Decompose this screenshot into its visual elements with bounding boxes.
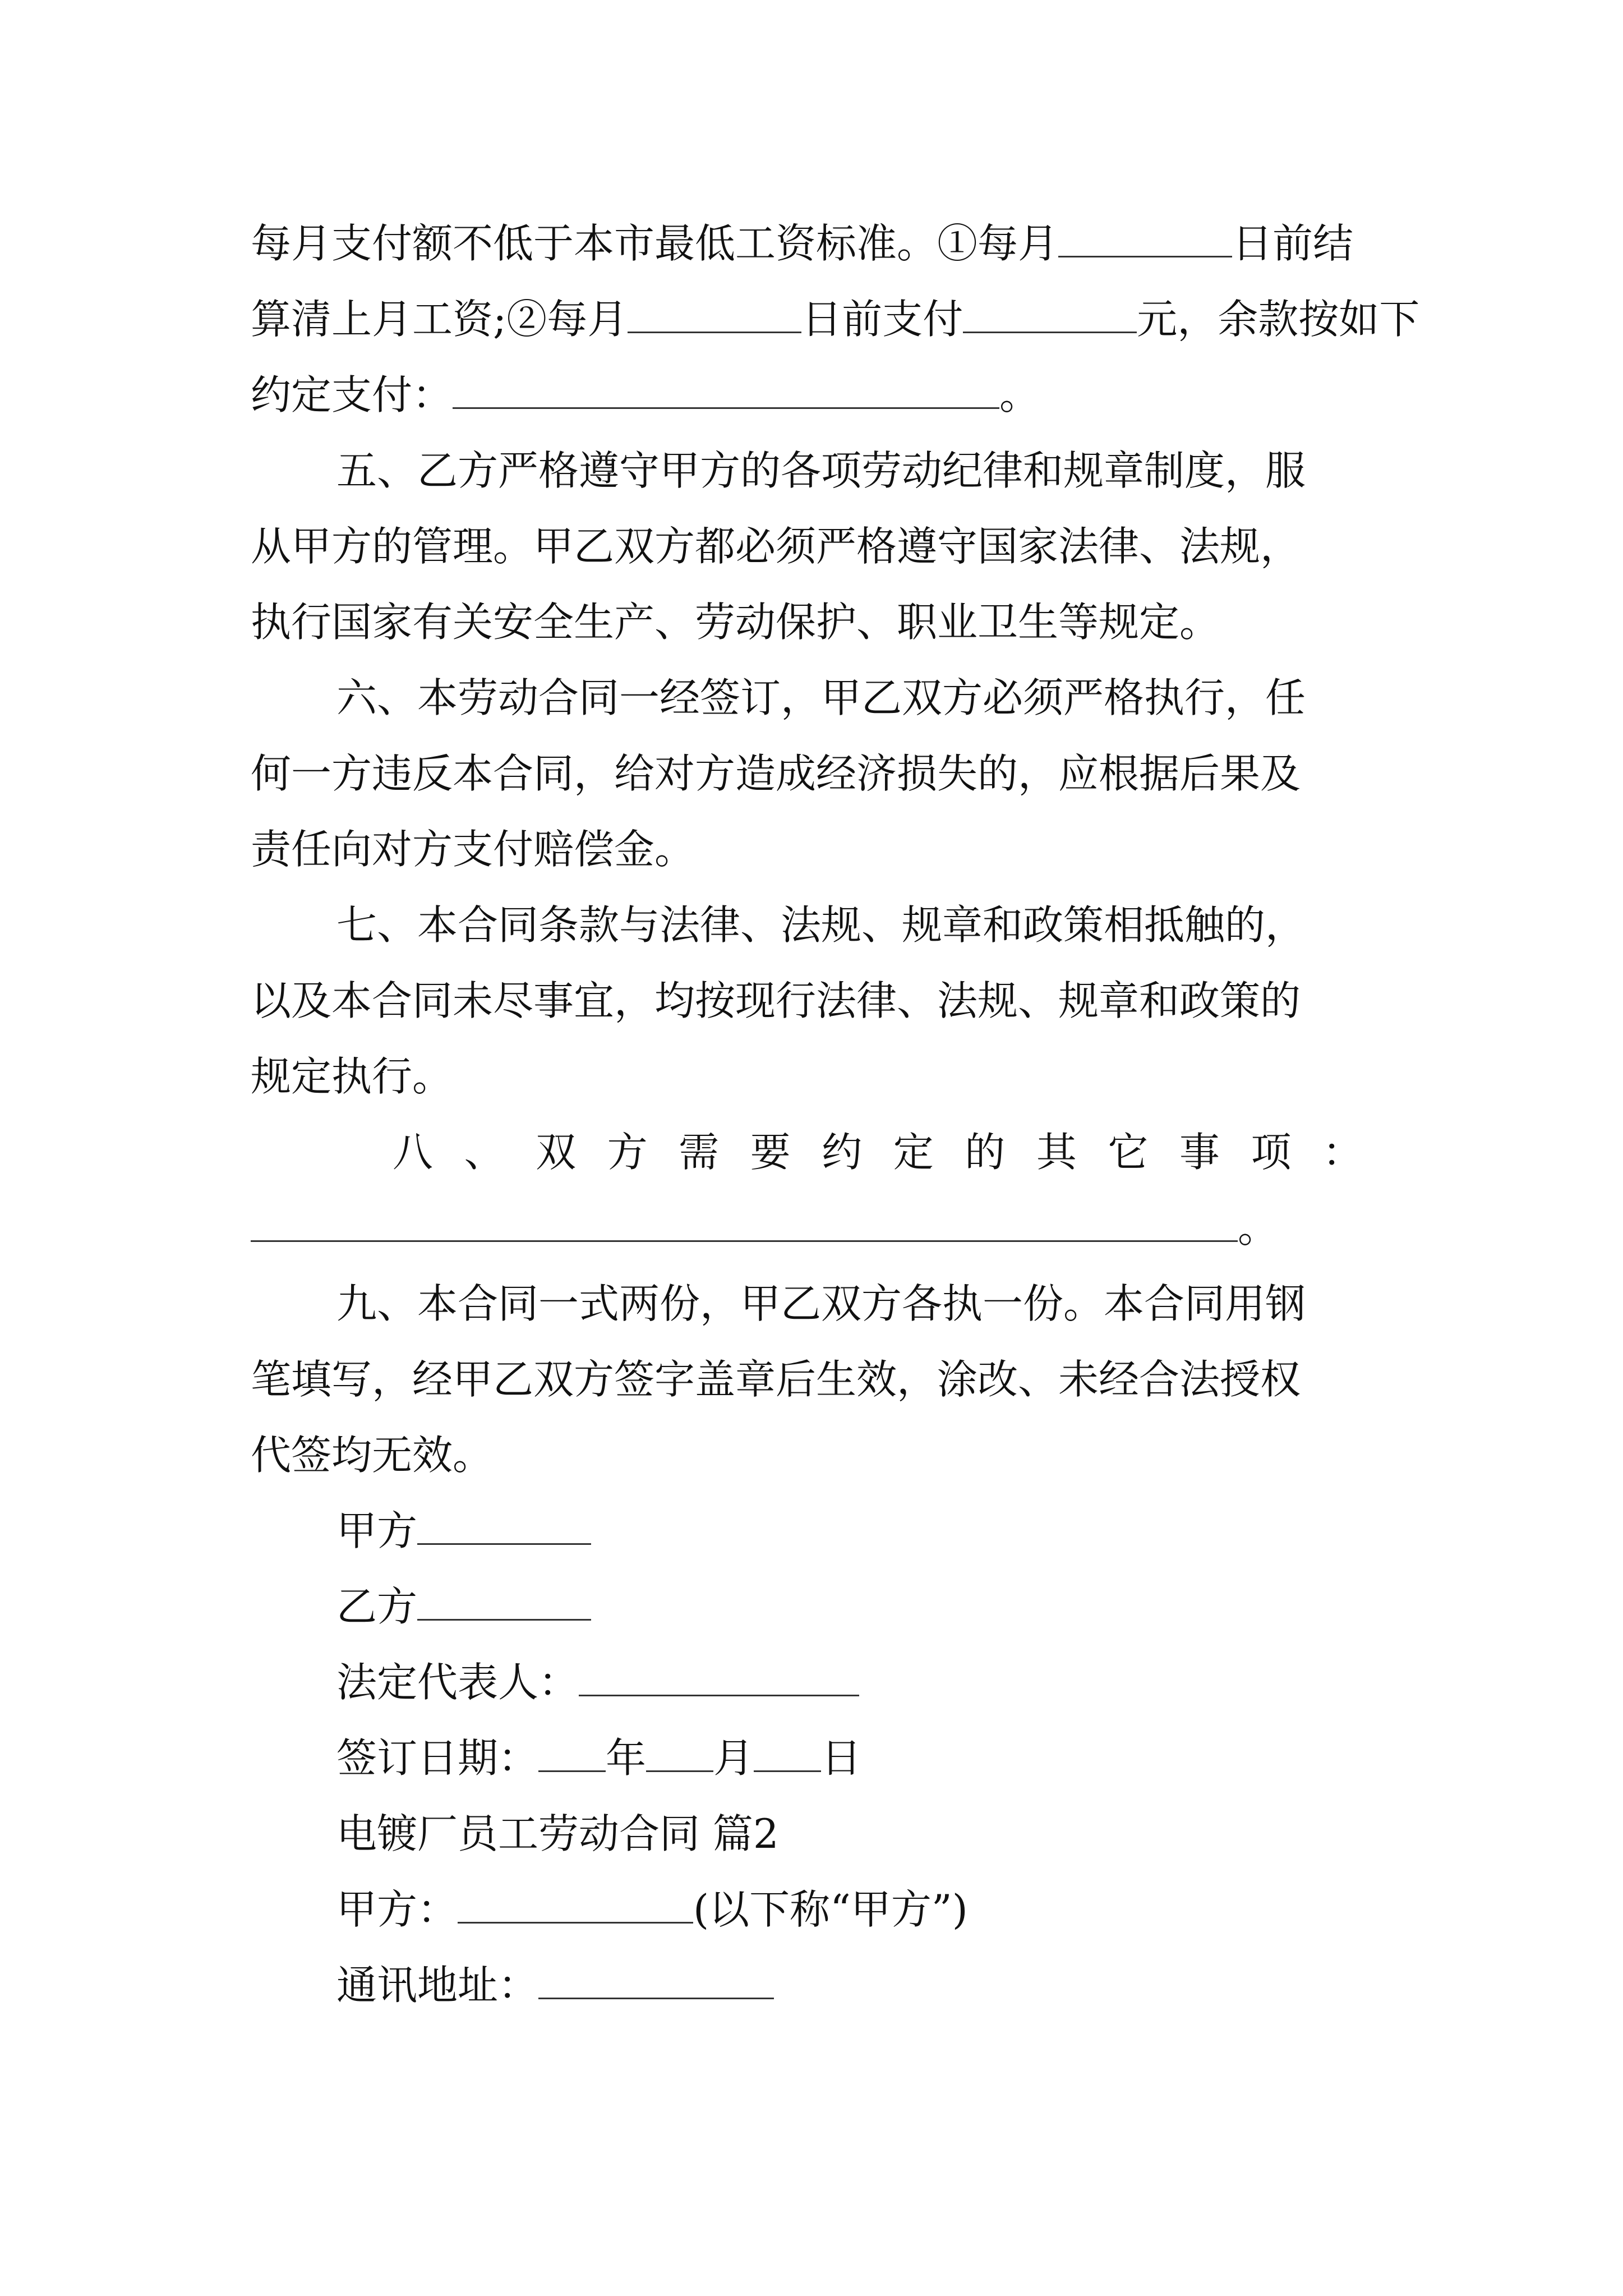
- clause-7-line-3: 规定执行。: [251, 1053, 453, 1100]
- wage-line-3: [251, 368, 1389, 422]
- clause-7-line-1: 七、本合同条款与法律、法规、规章和政策相抵触的，: [336, 901, 1306, 949]
- wage-line-2: [251, 292, 1420, 346]
- label: 签订日期：: [336, 1734, 539, 1782]
- blank-field: [579, 1662, 859, 1696]
- text: 元，余款按如下: [1137, 296, 1420, 343]
- clause-9-line-1: 九、本合同一式两份，甲乙双方各执一份。本合同用钢: [336, 1280, 1306, 1327]
- text: 算清上月工资;②每月: [251, 296, 628, 343]
- label: 乙方: [336, 1583, 418, 1630]
- label: 甲方: [336, 1507, 418, 1554]
- clause-5-line-1: 五、乙方严格遵守甲方的各项劳动纪律和规章制度，服: [336, 447, 1306, 494]
- label: 甲方：: [336, 1886, 458, 1933]
- section-title: 电镀厂员工劳动合同 篇2: [336, 1810, 779, 1857]
- blank-field: [453, 375, 999, 409]
- text: 日: [821, 1734, 862, 1782]
- clause-5-line-3: 执行国家有关安全生产、劳动保护、职业卫生等规定。: [251, 599, 1220, 646]
- text: (以下称“甲方”): [693, 1886, 968, 1933]
- blank-field: [417, 1511, 591, 1545]
- blank-field: [963, 299, 1137, 333]
- text: 。: [999, 371, 1040, 418]
- blank-field: [458, 1889, 693, 1924]
- text: 。: [1238, 1204, 1279, 1251]
- clause-9-line-3: 代签均无效。: [251, 1432, 494, 1479]
- blank-field: [628, 299, 801, 333]
- address-field: [336, 1958, 1475, 2012]
- blank-field: [538, 1738, 606, 1772]
- clause-8-line-2: [251, 1201, 1389, 1255]
- blank-field: [538, 1965, 774, 1999]
- clause-6-line-1: 六、本劳动合同一经签订，甲乙双方必须严格执行，任: [336, 674, 1306, 721]
- clause-7-line-2: 以及本合同未尽事宜，均按现行法律、法规、规章和政策的: [251, 977, 1301, 1024]
- text: 日前结: [1232, 220, 1354, 267]
- clause-6-line-3: 责任向对方支付赔偿金。: [251, 826, 695, 873]
- clause-8-line-1: 八、双方需要约定的其它事项：: [393, 1129, 1363, 1176]
- wage-line-1: [251, 217, 1389, 270]
- clause-5-line-2: 从甲方的管理。甲乙双方都必须严格遵守国家法律、法规，: [251, 523, 1301, 570]
- signing-date: [336, 1731, 1475, 1785]
- text: 约定支付：: [251, 371, 453, 418]
- text: 年: [606, 1734, 647, 1782]
- label: 通讯地址：: [336, 1962, 539, 2009]
- clause-6-line-2: 何一方违反本合同，给对方造成经济损失的，应根据后果及: [251, 750, 1301, 797]
- party-b-signature: [336, 1580, 1475, 1634]
- blank-field: [251, 1208, 1238, 1242]
- blank-field: [1058, 223, 1232, 257]
- text: 日前支付: [801, 296, 963, 343]
- label: 法定代表人：: [336, 1659, 579, 1706]
- text: 每月支付额不低于本市最低工资标准。①每月: [251, 220, 1059, 267]
- blank-field: [754, 1738, 821, 1772]
- party-a-signature: [336, 1504, 1475, 1558]
- party-a-field: [336, 1883, 1475, 1936]
- blank-field: [646, 1738, 713, 1772]
- text: 月: [713, 1734, 754, 1782]
- blank-field: [417, 1586, 591, 1621]
- clause-9-line-2: 笔填写，经甲乙双方签字盖章后生效，涂改、未经合法授权: [251, 1356, 1301, 1403]
- legal-representative: [336, 1655, 1475, 1709]
